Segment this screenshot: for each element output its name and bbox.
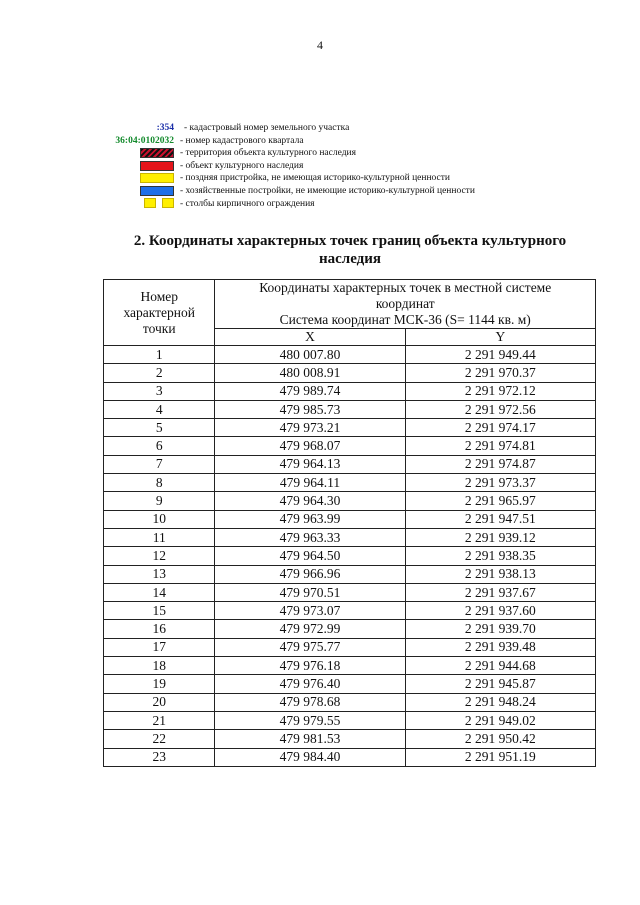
header-x: X (215, 329, 405, 346)
table-row (104, 400, 596, 418)
table-row (104, 657, 596, 675)
cell-point-number: 22 (104, 730, 215, 748)
hatched-swatch-icon (140, 148, 174, 158)
cell-x: 479 981.53 (215, 730, 405, 748)
header-point-number (104, 280, 215, 346)
cell-point-number: 7 (104, 455, 215, 473)
legend-key-parcel: :354 (156, 123, 174, 133)
cell-point-number: 8 (104, 474, 215, 492)
cell-point-number: 13 (104, 565, 215, 583)
header-text: характерной (123, 304, 195, 320)
cell-y: 2 291 938.13 (405, 565, 595, 583)
cell-point-number: 14 (104, 583, 215, 601)
table-row (104, 547, 596, 565)
table-row (104, 711, 596, 729)
yellow-square-icon (144, 198, 156, 208)
cell-x: 479 964.11 (215, 474, 405, 492)
table-row (104, 565, 596, 583)
cell-point-number: 9 (104, 492, 215, 510)
table-row (104, 602, 596, 620)
table-row (104, 730, 596, 748)
cell-point-number: 17 (104, 638, 215, 656)
cell-x: 480 007.80 (215, 346, 405, 364)
table-row (104, 510, 596, 528)
cell-x: 479 973.07 (215, 602, 405, 620)
cell-y: 2 291 949.44 (405, 346, 595, 364)
legend (96, 122, 536, 210)
table-row (104, 382, 596, 400)
section-title (110, 232, 590, 268)
cell-y: 2 291 939.48 (405, 638, 595, 656)
cell-point-number: 20 (104, 693, 215, 711)
cell-x: 479 970.51 (215, 583, 405, 601)
cell-y: 2 291 973.37 (405, 474, 595, 492)
cell-point-number: 23 (104, 748, 215, 766)
blue-swatch-icon (140, 186, 174, 196)
legend-text: - кадастровый номер земельного участка (184, 123, 350, 133)
legend-text: - столбы кирпичного ограждения (180, 198, 315, 209)
cell-y: 2 291 972.12 (405, 382, 595, 400)
cell-point-number: 4 (104, 400, 215, 418)
cell-x: 479 964.30 (215, 492, 405, 510)
legend-item-heritage-territory (96, 147, 536, 160)
header-y: Y (405, 329, 595, 346)
cell-point-number: 16 (104, 620, 215, 638)
cell-y: 2 291 939.12 (405, 528, 595, 546)
cell-point-number: 18 (104, 657, 215, 675)
legend-text: - поздняя пристройка, не имеющая историко-культурной ценности (180, 173, 450, 184)
yellow-square-icon (162, 198, 174, 208)
header-coordinates (215, 280, 596, 329)
cell-point-number: 1 (104, 346, 215, 364)
cell-y: 2 291 970.37 (405, 364, 595, 382)
cell-x: 480 008.91 (215, 364, 405, 382)
legend-item-fence-posts (96, 198, 536, 211)
header-text: Координаты характерных точек в местной системе (259, 280, 552, 295)
cell-point-number: 11 (104, 528, 215, 546)
legend-item-parcel-number (96, 122, 536, 135)
legend-text: - номер кадастрового квартала (180, 135, 304, 146)
cell-x: 479 968.07 (215, 437, 405, 455)
table-row (104, 455, 596, 473)
cell-y: 2 291 938.35 (405, 547, 595, 565)
cell-x: 479 975.77 (215, 638, 405, 656)
table-row (104, 474, 596, 492)
cell-x: 479 963.99 (215, 510, 405, 528)
cell-y: 2 291 974.81 (405, 437, 595, 455)
table-row (104, 364, 596, 382)
table-row (104, 675, 596, 693)
legend-item-heritage-object (96, 160, 536, 173)
cell-x: 479 973.21 (215, 419, 405, 437)
legend-text: - объект культурного наследия (180, 160, 304, 171)
cell-y: 2 291 951.19 (405, 748, 595, 766)
table-row (104, 620, 596, 638)
cell-y: 2 291 937.67 (405, 583, 595, 601)
cell-point-number: 21 (104, 711, 215, 729)
cell-y: 2 291 965.97 (405, 492, 595, 510)
cell-x: 479 985.73 (215, 400, 405, 418)
table-row (104, 693, 596, 711)
cell-y: 2 291 950.42 (405, 730, 595, 748)
cell-x: 479 966.96 (215, 565, 405, 583)
legend-text: - хозяйственные постройки, не имеющие историко-культурной ценности (180, 185, 475, 196)
cell-x: 479 963.33 (215, 528, 405, 546)
legend-item-quarter-number (96, 135, 536, 148)
cell-x: 479 978.68 (215, 693, 405, 711)
cell-x: 479 976.40 (215, 675, 405, 693)
cell-y: 2 291 974.17 (405, 419, 595, 437)
cell-y: 2 291 945.87 (405, 675, 595, 693)
page-number: 4 (317, 38, 323, 52)
legend-item-late-extension (96, 172, 536, 185)
cell-x: 479 976.18 (215, 657, 405, 675)
cell-x: 479 984.40 (215, 748, 405, 766)
cell-x: 479 989.74 (215, 382, 405, 400)
table-row (104, 638, 596, 656)
section-title-line: наследия (318, 251, 382, 267)
legend-text: - территория объекта культурного наследия (180, 148, 356, 159)
cell-y: 2 291 944.68 (405, 657, 595, 675)
cell-x: 479 964.50 (215, 547, 405, 565)
cell-point-number: 3 (104, 382, 215, 400)
cell-point-number: 6 (104, 437, 215, 455)
cell-point-number: 15 (104, 602, 215, 620)
table-row (104, 346, 596, 364)
table-row (104, 492, 596, 510)
table-row (104, 419, 596, 437)
cell-point-number: 2 (104, 364, 215, 382)
table-row (104, 583, 596, 601)
legend-key-quarter: 36:04:0102032 (115, 135, 174, 146)
header-text: точки (142, 320, 176, 336)
cell-y: 2 291 949.02 (405, 711, 595, 729)
cell-point-number: 19 (104, 675, 215, 693)
cell-y: 2 291 939.70 (405, 620, 595, 638)
legend-item-outbuildings (96, 185, 536, 198)
table-row (104, 528, 596, 546)
header-text: координат (375, 296, 435, 311)
coordinates-table (103, 279, 596, 767)
cell-point-number: 12 (104, 547, 215, 565)
section-title-line: 2. Координаты характерных точек границ объекта культурного (133, 233, 567, 249)
cell-y: 2 291 948.24 (405, 693, 595, 711)
cell-y: 2 291 974.87 (405, 455, 595, 473)
red-swatch-icon (140, 161, 174, 171)
cell-x: 479 972.99 (215, 620, 405, 638)
header-text: Номер (140, 288, 178, 304)
cell-y: 2 291 972.56 (405, 400, 595, 418)
table-row (104, 748, 596, 766)
yellow-swatch-icon (140, 173, 174, 183)
cell-point-number: 5 (104, 419, 215, 437)
header-text: Система координат МСК-36 (S= 1144 кв. м) (279, 312, 531, 327)
cell-point-number: 10 (104, 510, 215, 528)
cell-x: 479 979.55 (215, 711, 405, 729)
table-row (104, 437, 596, 455)
cell-y: 2 291 937.60 (405, 602, 595, 620)
cell-x: 479 964.13 (215, 455, 405, 473)
cell-y: 2 291 947.51 (405, 510, 595, 528)
